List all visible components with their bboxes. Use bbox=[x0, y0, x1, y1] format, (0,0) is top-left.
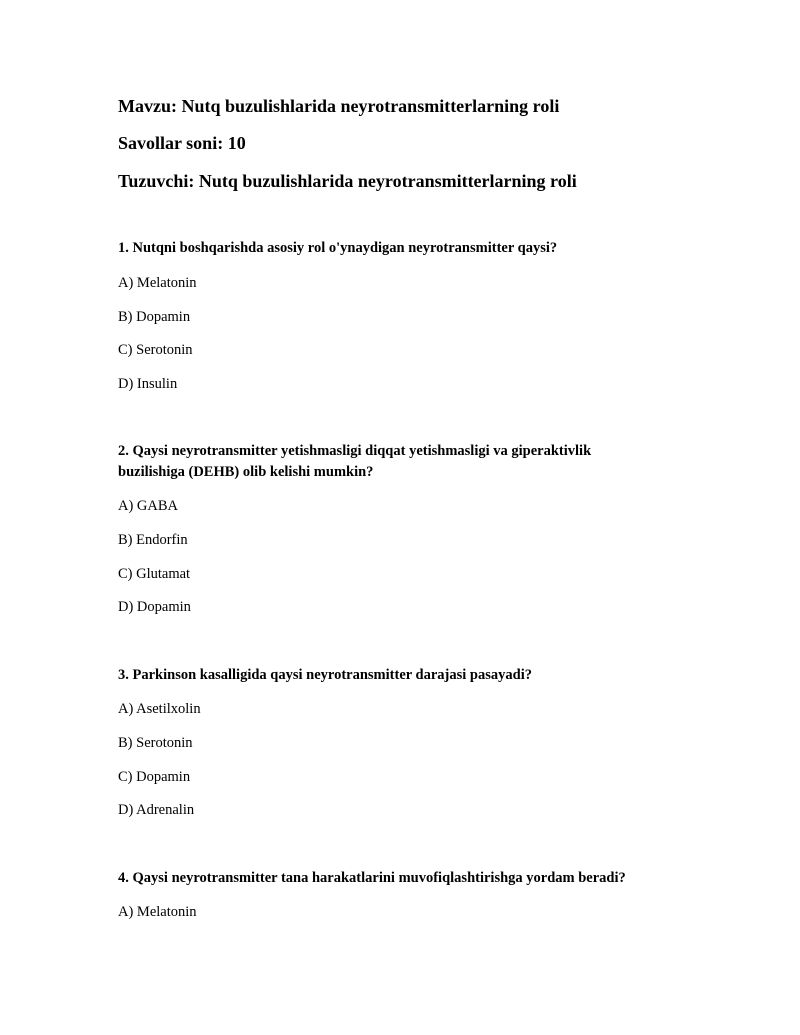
question-count-heading: Savollar soni: 10 bbox=[118, 133, 246, 153]
question-3-option-d: D) Adrenalin bbox=[118, 802, 195, 818]
question-1-option-a: A) Melatonin bbox=[118, 275, 197, 291]
question-2-option-c: C) Glutamat bbox=[118, 566, 191, 582]
question-2-text: 2. Qaysi neyrotransmitter yetishmasligi diqqat yetishmasligi va giperaktivlik buzilishiga (DEHB) olib kelishi mumkin? bbox=[118, 443, 592, 480]
question-1-option-b: B) Dopamin bbox=[118, 309, 191, 325]
question-1-option-c: C) Serotonin bbox=[118, 342, 193, 358]
question-2-option-b: B) Endorfin bbox=[118, 532, 188, 548]
question-2-option-a: A) GABA bbox=[118, 498, 179, 514]
question-3-option-c: C) Dopamin bbox=[118, 769, 191, 785]
question-1-option-d: D) Insulin bbox=[118, 376, 178, 392]
question-4-option-a: A) Melatonin bbox=[118, 904, 197, 920]
topic-heading: Mavzu: Nutq buzulishlarida neyrotransmitterlarning roli bbox=[118, 96, 560, 116]
question-3-text: 3. Parkinson kasalligida qaysi neyrotransmitter darajasi pasayadi? bbox=[118, 667, 532, 683]
question-3-option-a: A) Asetilxolin bbox=[118, 701, 201, 717]
author-heading: Tuzuvchi: Nutq buzulishlarida neyrotransmitterlarning roli bbox=[118, 171, 577, 191]
question-4-text: 4. Qaysi neyrotransmitter tana harakatlarini muvofiqlashtirishga yordam beradi? bbox=[118, 870, 626, 886]
question-3-option-b: B) Serotonin bbox=[118, 735, 193, 751]
question-2-option-d: D) Dopamin bbox=[118, 599, 191, 615]
question-1-text: 1. Nutqni boshqarishda asosiy rol o'ynaydigan neyrotransmitter qaysi? bbox=[118, 240, 558, 256]
